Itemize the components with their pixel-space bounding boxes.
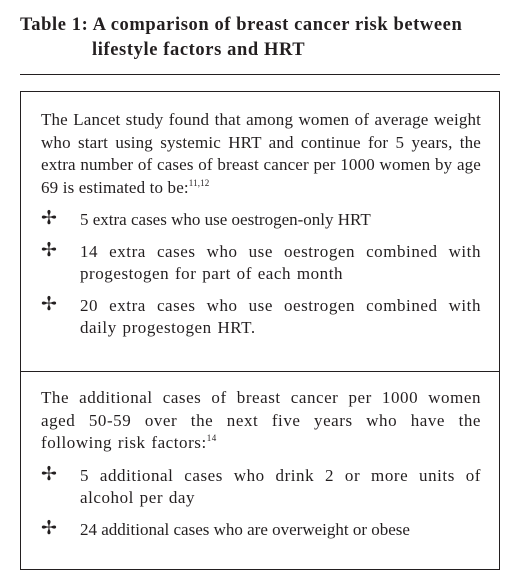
cross-bullet-icon: ✢ bbox=[41, 463, 57, 485]
section-lifestyle-risk bbox=[41, 387, 481, 550]
cross-bullet-icon: ✢ bbox=[41, 293, 57, 315]
section-lifestyle-intro bbox=[41, 387, 481, 455]
section-hrt-risk bbox=[41, 109, 481, 349]
list-item bbox=[41, 209, 481, 232]
section-lifestyle-reference: 14 bbox=[206, 433, 217, 443]
section-hrt-intro-text: The Lancet study found that among women of average weight who start using systemic HRT and continue for 5 years, the extra number of cases of breast cancer per 1000 women by age 69 is estimated to be: bbox=[41, 110, 481, 197]
list-item-text: 24 additional cases who are overweight or obese bbox=[80, 519, 410, 539]
list-item bbox=[41, 519, 481, 542]
section-lifestyle-intro-text: The additional cases of breast cancer per 1000 women aged 50-59 over the next five years who have the following risk factors: bbox=[41, 388, 481, 452]
list-item bbox=[41, 295, 481, 340]
cross-bullet-icon: ✢ bbox=[41, 517, 57, 539]
section-hrt-reference: 11,12 bbox=[188, 177, 210, 188]
table-title-line-1: Table 1: A comparison of breast cancer risk between bbox=[20, 15, 463, 35]
cross-bullet-icon: ✢ bbox=[41, 208, 57, 229]
list-item-text: 5 additional cases who drink 2 or more units of alcohol per day bbox=[80, 465, 481, 507]
section-hrt-intro bbox=[41, 109, 481, 199]
list-item bbox=[41, 241, 481, 286]
table-title bbox=[20, 13, 510, 63]
row-divider bbox=[21, 371, 499, 372]
hrt-risk-list bbox=[41, 209, 481, 340]
list-item-text: 14 extra cases who use oestrogen combined with progestogen for part of each month bbox=[80, 241, 481, 283]
list-item-text: 20 extra cases who use oestrogen combined with daily progestogen HRT. bbox=[80, 295, 481, 337]
comparison-table bbox=[20, 91, 500, 570]
lifestyle-risk-list bbox=[41, 465, 481, 542]
list-item bbox=[41, 465, 481, 510]
list-item-text: 5 extra cases who use oestrogen-only HRT bbox=[80, 210, 371, 229]
title-rule bbox=[20, 74, 500, 75]
table-title-line-2: lifestyle factors and HRT bbox=[92, 40, 306, 60]
cross-bullet-icon: ✢ bbox=[41, 239, 57, 261]
